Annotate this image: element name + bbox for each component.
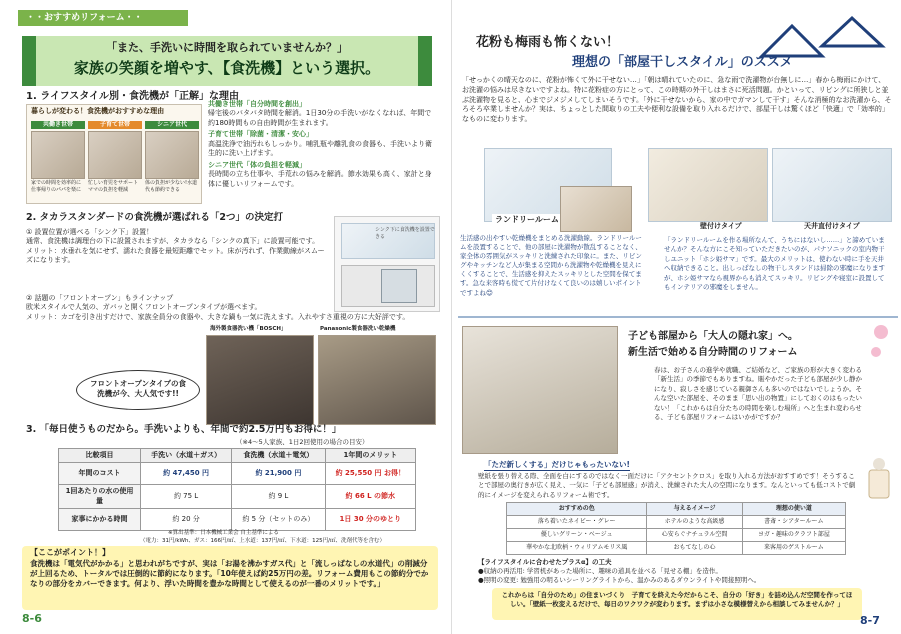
color-table-header-row: [507, 503, 846, 516]
table-cell: 約 20 分: [141, 509, 232, 531]
kids-room-photo: [462, 326, 618, 454]
lifestyle-tips: [478, 558, 878, 584]
table-cell: 書斎・シアタールーム: [742, 516, 845, 529]
table-cell: 家事にかかる時間: [59, 509, 141, 531]
accent-title: 「ただ新しくする」だけじゃもったいない!: [484, 460, 630, 471]
right-page-number: 8-7: [860, 614, 880, 627]
s2-p2-body: 欧米スタイルで人気の、ガバッと開くフロントオープンタイプが選べます。: [26, 303, 262, 312]
table-header: 1年間のメリット: [325, 449, 415, 463]
illus-caption-3: 体の負担が少ない!水道代も節約できる: [145, 180, 198, 193]
table-cell: 華やかな北欧柄・ウィリアムモリス風: [507, 542, 647, 555]
point-text: 食洗機は「電気代がかかる」と思われがちですが、実は「お湯を沸かすガス代」と「流しっぱなしの水道代」の削減分が上回るため、トータルでは圧倒的に節約になります。「10年使えば約25万円の差。リフォーム費用もこの節約分でかなりの部分をカバーできます。何より、浮いた時間を豊かな時間として使えるのが一番のメリットです。」: [30, 558, 429, 589]
color-table: [506, 502, 846, 555]
table-row: [507, 516, 846, 529]
table-cell: 約 66 L の節水: [325, 485, 415, 509]
laundry-text: 生活感の出やすい乾燥機をまとめる洗濯動線。ランドリールームを設置することで、他の部屋に洗濯物が散乱することなく、家全体の雰囲気がスッキリと洗練された印象に。また、リビングやキッチンなど人が集まる空間から洗濯物や乾燥機を見えにくくすることで、生活感を抑えたスッキリとした空間を保てます。急な来客時も慌てて片付けなくて良いのは嬉しいポイントですよね😊: [460, 234, 642, 297]
left-page: [0, 0, 450, 634]
point-title: 【ここがポイント！】: [30, 548, 110, 557]
section2-point1: [26, 228, 326, 266]
coffee-cup-icon: [864, 456, 894, 506]
section1-title: 1. ライフスタイル別・食洗機が「正解」な理由: [26, 91, 240, 102]
point-box: [22, 546, 438, 610]
table-cell: ヨガ・趣味のクラフト部屋: [742, 529, 845, 542]
s1-item-3-head: シニア世代「体の負担を軽減」: [208, 160, 306, 169]
table-cell: 来客用のゲストルーム: [742, 542, 845, 555]
section-divider: [458, 316, 898, 318]
illus-title: 暮らしが変わる！食洗機がおすすめな理由: [31, 107, 165, 115]
table-cell: 落ち着いたネイビー・グレー: [507, 516, 647, 529]
table-cell: ホテルのような高級感: [647, 516, 742, 529]
table-cell: 年間のコスト: [59, 463, 141, 485]
table-header: 比較項目: [59, 449, 141, 463]
table-header: おすすめの色: [507, 503, 647, 516]
cherry-blossom-icon: [866, 322, 896, 362]
table-cell: 約 5 分（セットのみ）: [232, 509, 325, 531]
lifestyle-illustration: [26, 104, 202, 204]
illus-image-1: [31, 131, 85, 179]
table-row: [507, 542, 846, 555]
wall-type-label: 壁付けタイプ: [700, 222, 742, 230]
table-cell: 優しいグリーン・ベージュ: [507, 529, 647, 542]
ceiling-type-label: 天井直付けタイプ: [804, 222, 860, 230]
table-note-2: （電力：31円/kWh、ガス：166円/㎥、上水道：137円/㎥、下水道：125円/㎥、洗剤代等を含む）: [140, 538, 386, 544]
kids-title-line1: 子ども部屋から「大人の隠れ家」へ。: [628, 331, 798, 342]
illus-label-2: 子育て世帯: [88, 121, 142, 129]
s1-item-1-head: 共働き世帯「自分時間を創出」: [208, 100, 306, 108]
table-header: 食洗機（水道＋電気）: [232, 449, 325, 463]
laundry-room-photo-2: [560, 186, 632, 232]
headline-line2: 家族の笑顔を増やす、【食洗機】という選択。: [73, 58, 381, 77]
sink-note: シンク下に食洗機を設置できる: [375, 227, 435, 240]
s1-item-1-body: 帰宅後のバタバタ時間を解消。1日30分の手洗いがなくなれば、年間で約180時間もの自由時間が生まれます。: [208, 109, 432, 127]
laundry-title-line1: 花粉も梅雨も怖くない！: [476, 35, 620, 50]
table-cell: 約 47,450 円: [141, 463, 232, 485]
table-cell: 約 9 L: [232, 485, 325, 509]
table-row: [507, 529, 846, 542]
illus-image-2: [88, 131, 142, 179]
left-tag: [18, 10, 188, 26]
table-cell: 約 25,550 円 お得！: [325, 463, 415, 485]
table-cell: 1日 30 分のゆとり: [325, 509, 415, 531]
bubble-text: フロントオープンタイプの食洗機が今、大人気です!!: [90, 379, 186, 399]
closing-box: [492, 588, 862, 620]
section1-items: [208, 100, 438, 189]
s2-p2-merit: メリット：カゴを引き出すだけで、家族全員分の食器や、大きな鍋も一気に洗えます。入れやすさ重視の方に大好評です。: [26, 312, 410, 321]
table-row: [59, 485, 416, 509]
cost-table: [58, 448, 416, 531]
s2-p1-body: 通常、食洗機は調理台の下に設置されますが、タカラなら「シンクの真下」に設置可能です。: [26, 237, 320, 246]
table-header-row: [59, 449, 416, 463]
table-cell: 約 75 L: [141, 485, 232, 509]
lifestyle-item-1: ●収納の再活用: 学習机があった場所に、趣味の道具を並べる「見せる棚」を造作。: [478, 566, 722, 575]
table-note-1: ※算出基準：日本機械工業会 自主基準による: [168, 530, 279, 536]
kids-title-line2: 新生活で始める自分時間のリフォーム: [628, 346, 798, 358]
s2-p2-head: ② 話題の「フロントオープン」もラインナップ: [26, 294, 174, 302]
table-row: [59, 463, 416, 485]
s2-p1-merit: メリット：水垂れを気にせず、濡れた食器を最短距離でセット。床が汚れず、作業動線がスムーズになります。: [26, 246, 325, 265]
wall-type-photo: [648, 148, 768, 222]
section3-title: 3. 「毎日使うものだから。手洗いよりも、年間で約2.5万円もお得に！」: [26, 424, 342, 435]
section3-sub: （※4～5人家族、1日2回使用の場合の目安）: [236, 438, 369, 446]
illus-label-1: 共働き世帯: [31, 121, 85, 129]
photo-label-bosch: 海外製食器洗い機「BOSCH」: [210, 326, 287, 332]
left-page-number: 8-6: [22, 612, 42, 625]
laundry-title-line2: 理想の「部屋干しスタイル」のススメ: [572, 54, 793, 70]
accent-text: 壁紙を張り替える際、全面を白にするのではなく一面だけに「アクセントクロス」を取り入れる方法がおすすめです！そうすることで部屋の奥行きが広く見え、一気に「子ども部屋感」が消え、洗練された大人の空間になります。なんといっても低コストで劇的にイメージを変えられるリフォーム術です。: [478, 472, 856, 499]
kids-title: [628, 330, 798, 359]
table-header: 理想の使い道: [742, 503, 845, 516]
headline-banner: [22, 36, 432, 86]
laundry-intro: 「せっかくの晴天なのに、花粉が怖くて外に干せない…」「朝は晴れていたのに、急な雨で洗濯物が台無しに…」春から梅雨にかけて、お洗濯の悩みは尽きないですよね。特に花粉症の方にとって、この時期の外干しはまさに死活問題。かといって、リビングに所狭しと並ぶ洗濯物を見ると、心までジメジメしてしまいそうです。「外に干せないから、家の中でガマンして干す」そんな消極的なお洗濯から、そろそろ卒業しませんか？実は、ちょっとした間取りの工夫や便利な設備を取り入れるだけで、部屋干しは驚くほど「快適」で「効率的」なものに変わります。: [462, 76, 892, 124]
s1-item-2-body: 高温洗浄で油汚れもしっかり。哺乳瓶や離乳食の食器も、手洗いより衛生的に洗い上げます。: [208, 139, 432, 158]
kids-text: 春は、お子さんの進学や就職、ご結婚など、ご家族の形が大きく変わる「新生活」の季節でもありますね。賑やかだった子ども部屋が少し静かになり、寂しさを感じている親御さんも多いのではないでしょうか。そんな空いた部屋を、そのまま「思い出の物置」にしておくのはもったいない！「これからは自分たちの時間を楽しむ場所」へと生まれ変わらせる、子ども部屋リフォームはいかがですか？: [654, 366, 862, 422]
table-cell: 1回あたりの水の使用量: [59, 485, 141, 509]
table-row: [59, 509, 416, 531]
table-header: 手洗い（水道＋ガス）: [141, 449, 232, 463]
section2-point2: [26, 294, 436, 322]
laundry-room-label: ランドリールーム: [492, 214, 562, 227]
illus-label-3: シニア世代: [145, 121, 199, 129]
s1-item-3-body: 長時間の立ち仕事や、手荒れの悩みを解消。節水効果も高く、家計と身体に優しいリフォームです。: [208, 170, 432, 188]
right-page: [451, 0, 901, 634]
table-cell: 心安らぐナチュラル空間: [647, 529, 742, 542]
illus-caption-2: 忙しい育児をサポートママの負担を軽減: [88, 180, 139, 193]
closing-text: これからは「自分のため」の住まいづくり 子育てを終えた今だからこそ、自分の「好き」を詰め込んだ空間を作ってほしい。「壁紙一枚変えるだけで、毎日のワクワクが変わります。まずは小さな模様替えから相談してみませんか？」: [501, 591, 853, 608]
s1-item-2-head: 子育て世帯「除菌・清潔・安心」: [208, 130, 313, 139]
speech-bubble: [76, 370, 200, 410]
table-cell: 約 21,900 円: [232, 463, 325, 485]
photo-dishwasher-2: [318, 335, 436, 425]
hoshi-text: 「ランドリールームを作る場所なんて、うちにはないし……」と諦めていませんか？そんな方にこそ知っていただきたいのが、パナソニックの室内物干しユニット「ホシ姫サマ」です。最大のメリットは、使わない時に手を天井へ収納できること。出しっぱなしの物干しスタンドは掃除の邪魔になりますが、ホシ姫サマなら視界からも消えてスッキリ。リビングや寝室に設置してもインテリアの邪魔をしません。: [664, 236, 885, 292]
illus-caption-1: 家での時間を効率的に仕事帰りのパパを楽に: [31, 180, 82, 193]
illus-image-3: [145, 131, 199, 179]
ceiling-type-photo: [772, 148, 892, 222]
laundry-title: [476, 34, 793, 71]
lifestyle-item-2: ●照明の変更: 勉強用の明るいシーリングライトから、温かみのあるダウンライトや間接照明へ。: [478, 575, 761, 584]
headline-line1: 「また、手洗いに時間を取られていませんか？」: [106, 41, 348, 54]
photo-label-panasonic: Panasonic製食器洗い乾燥機: [320, 326, 396, 332]
left-tag-text: ・・おすすめリフォーム・・: [26, 13, 143, 23]
s2-p1-head: ① 設置位置が選べる「シンク下」設置！: [26, 228, 154, 236]
table-header: 与えるイメージ: [647, 503, 742, 516]
section2-title: 2. タカラスタンダードの食洗機が選ばれる「2つ」の決定打: [26, 212, 283, 223]
photo-dishwasher-1: [206, 335, 314, 425]
lifestyle-head: 【ライフスタイルに合わせたプラスα】の工夫: [478, 558, 612, 566]
table-cell: おもてなしの心: [647, 542, 742, 555]
